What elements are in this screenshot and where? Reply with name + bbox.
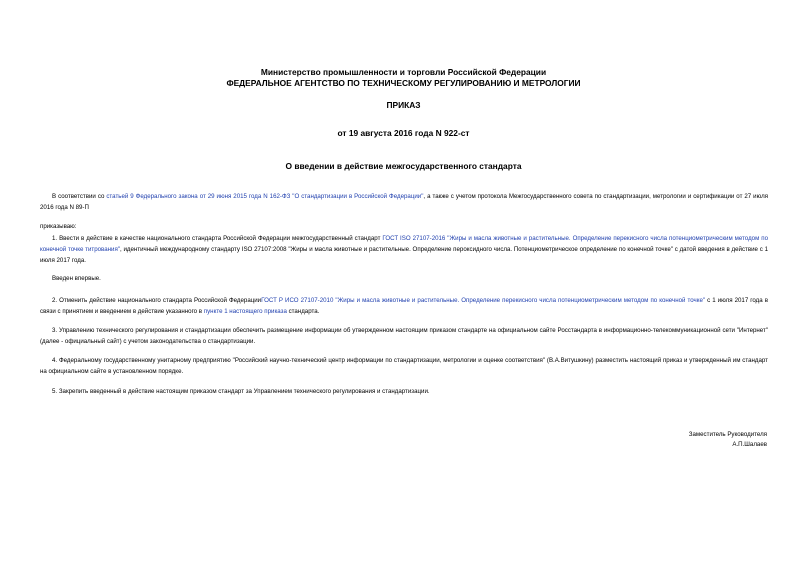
- gost-iso-27107-2016-link[interactable]: ГОСТ ISO 27107-2016 "Жиры и масла животные и растительные. Определение перекисного числа потенциометрическим методом по конечной точке титрования": [40, 235, 768, 253]
- orders-label: приказываю:: [40, 223, 77, 230]
- intro-suffix: , а также с учетом протокола Межгосударственного совета по стандартизации, метрологии и сертификации от 27 июля 2016 года N 89-П: [40, 193, 768, 211]
- item-1-paragraph: [40, 233, 768, 266]
- item-1-reference-link[interactable]: пункте 1 настоящего приказа: [203, 308, 287, 315]
- document-type-heading: ПРИКАЗ: [386, 100, 421, 110]
- item-2-paragraph: [40, 295, 768, 317]
- order-date-number: от 19 августа 2016 года N 922-ст: [337, 128, 470, 138]
- item-2-prefix: 2. Отменить действие национального стандарта Российской Федерации: [52, 297, 262, 304]
- intro-paragraph: [40, 191, 768, 213]
- item-5-paragraph: 5. Закрепить введенный в действие настоящим приказом стандарт за Управлением технического регулирования и стандартизации.: [52, 388, 430, 395]
- item-4-paragraph: 4. Федеральному государственному унитарному предприятию "Российский научно-технический центр информации по стандартизации, метрологии и оценке соответствия" (В.А.Витушкину) разместить настоящий приказ и утвержденный им стандарт на официальном сайте в установленном порядке.: [40, 357, 768, 375]
- law-article-link[interactable]: статьей 9 Федерального закона от 29 июня 2015 года N 162-ФЗ "О стандартизации в Российской Федерации": [106, 193, 424, 200]
- agency-heading: ФЕДЕРАЛЬНОЕ АГЕНТСТВО ПО ТЕХНИЧЕСКОМУ РЕГУЛИРОВАНИЮ И МЕТРОЛОГИИ: [226, 78, 581, 88]
- introduced-first-note: Введен впервые.: [52, 275, 101, 282]
- item-3-paragraph: 3. Управлению технического регулирования и стандартизации обеспечить размещение информации об утвержденном настоящим приказом стандарте на официальном сайте Росстандарта в информационно-телекоммуникационной сети "Интернет" (далее - официальный сайт) с учетом законодательства о стандартизации.: [40, 327, 768, 345]
- item-1-prefix: 1. Ввести в действие в качестве национального стандарта Российской Федерации межгосударственный стандарт: [52, 235, 383, 242]
- ministry-heading: Министерство промышленности и торговли Российской Федерации: [260, 67, 547, 77]
- intro-prefix: В соответствии со: [52, 193, 107, 200]
- gost-r-iso-27107-2010-link[interactable]: ГОСТ Р ИСО 27107-2010 "Жиры и масла животные и растительные. Определение перекисного числа потенциометрическим методом по конечной точке": [261, 297, 706, 304]
- signatory-name: А.П.Шалаев: [732, 441, 767, 448]
- item-2-suffix: стандарта.: [286, 308, 320, 315]
- order-subject: О введении в действие межгосударственного стандарта: [285, 161, 522, 171]
- signatory-title: Заместитель Руководителя: [688, 431, 767, 438]
- item-1-suffix: , идентичный международному стандарту ISO 27107:2008 "Жиры и масла животные и растительные. Определение пероксидного числа. Потенциометрическое определение по конечной точке" с датой введения в действие с 1 июля 2017 года.: [40, 246, 768, 264]
- item-2-middle: с 1 июля 2017 года в связи с принятием и введением в действие указанного в: [40, 297, 768, 315]
